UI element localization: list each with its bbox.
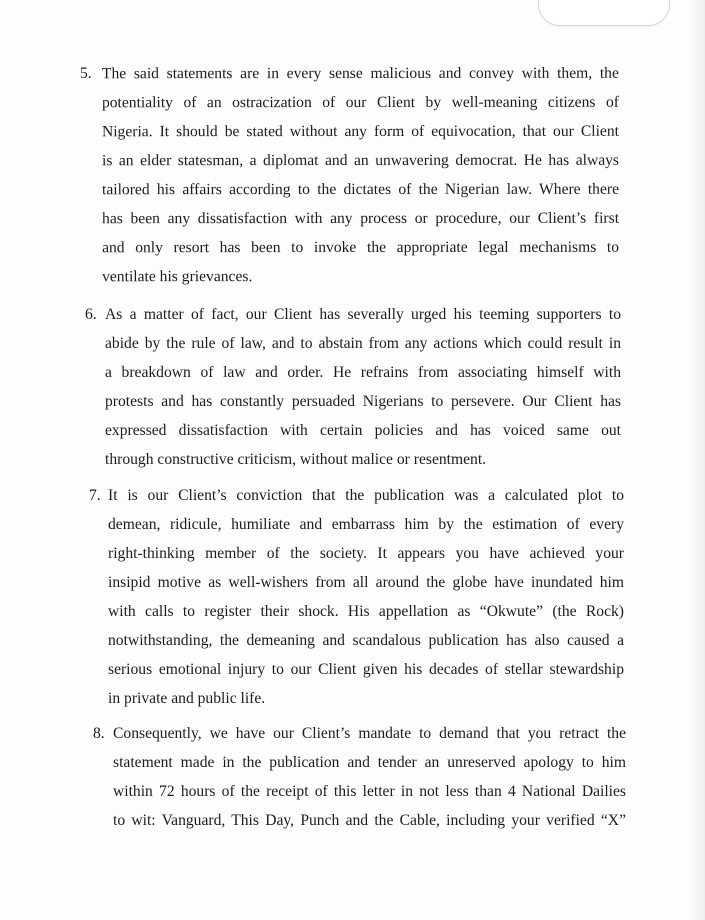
paragraph-line: through constructive criticism, without malice or resentment. [105, 451, 487, 468]
paragraph-line: is an elder statesman, a diplomat and an unwavering democrat. He has always [101, 151, 619, 170]
paragraph-line: demean, ridicule, humiliate and embarrass him by the estimation of every [108, 516, 624, 533]
paragraph-line: abide by the rule of law, and to abstain from any actions which could result in [105, 335, 621, 352]
paragraph-line: Nigeria. It should be stated without any form of equivocation, that our Client [101, 122, 619, 141]
page-edge-shadow [687, 0, 705, 920]
paragraph-line: to wit: Vanguard, This Day, Punch and the Cable, including your verified “X” [113, 812, 626, 829]
paragraph-line: It is our Client’s conviction that the publication was a calculated plot to [108, 487, 624, 504]
corner-tab [538, 0, 670, 26]
paragraph-line: ventilate his grievances. [102, 268, 253, 286]
paragraph-number: 7. [89, 487, 101, 504]
paragraph-line: with calls to register their shock. His appellation as “Okwute” (the Rock) [108, 603, 624, 620]
paragraph-line: protests and has constantly persuaded Nigerians to persevere. Our Client has [105, 393, 621, 410]
paragraph-line: has been any dissatisfaction with any process or procedure, our Client’s first [102, 209, 620, 228]
paragraph-line: As a matter of fact, our Client has severally urged his teeming supporters to [105, 306, 621, 323]
paragraph-line: expressed dissatisfaction with certain policies and has voiced same out [105, 422, 621, 439]
paragraph-number: 5. [80, 65, 92, 82]
paragraph-number: 8. [93, 725, 105, 742]
paragraph-7 [108, 481, 624, 713]
paragraph-line: and only resort has been to invoke the appropriate legal mechanisms to [102, 238, 620, 257]
paragraph-line: a breakdown of law and order. He refrains from associating himself with [105, 364, 621, 381]
paragraph-8 [113, 719, 626, 835]
paragraph-line: within 72 hours of the receipt of this letter in not less than 4 National Dailies [113, 783, 626, 800]
paragraph-line: right-thinking member of the society. It appears you have achieved your [108, 545, 624, 562]
paragraph-line: insipid motive as well-wishers from all around the globe have inundated him [108, 574, 624, 591]
paragraph-number: 6. [85, 306, 97, 323]
paragraph-line: The said statements are in every sense malicious and convey with them, the [101, 64, 619, 83]
paragraph-line: statement made in the publication and tender an unreserved apology to him [113, 754, 626, 771]
paragraph-line: tailored his affairs according to the dictates of the Nigerian law. Where there [102, 180, 620, 199]
paragraph-line: in private and public life. [108, 690, 266, 707]
paragraph-line: potentiality of an ostracization of our Client by well-meaning citizens of [101, 93, 619, 112]
paragraph-line: serious emotional injury to our Client given his decades of stellar stewardship [108, 661, 624, 678]
paragraph-6 [105, 300, 621, 474]
paragraph-line: Consequently, we have our Client’s mandate to demand that you retract the [113, 725, 626, 742]
paragraph-5 [102, 59, 619, 291]
paragraph-line: notwithstanding, the demeaning and scandalous publication has also caused a [108, 632, 624, 649]
